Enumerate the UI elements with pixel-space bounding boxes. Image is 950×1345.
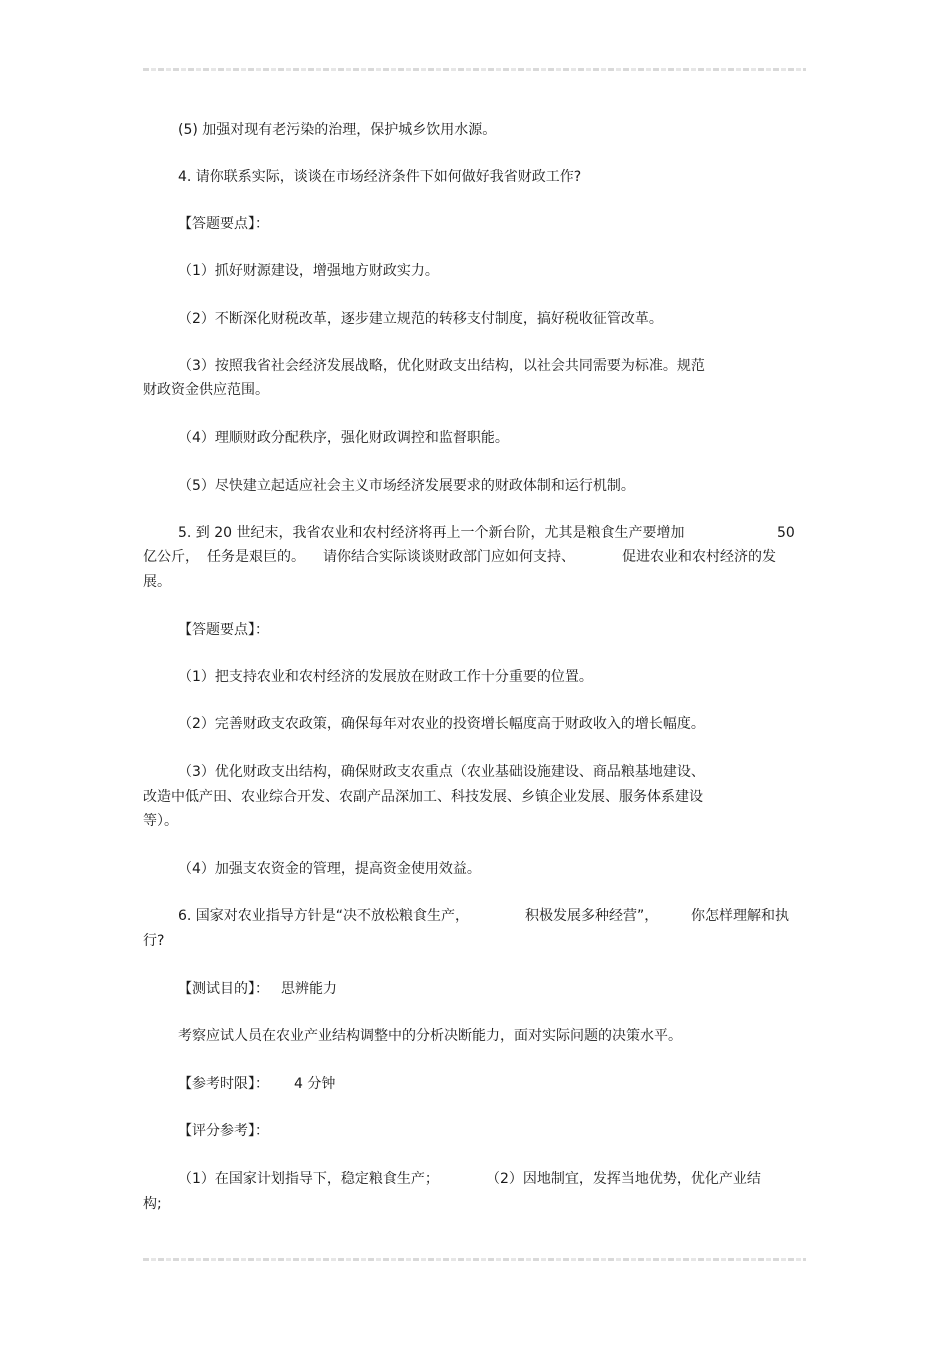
answer-item-continued: 改造中低产田、农业综合开发、农副产品深加工、科技发展、乡镇企业发展、服务体系建设 xyxy=(143,789,703,805)
footer-rule xyxy=(143,1258,806,1261)
question-5-fragment: 亿公斤， xyxy=(143,549,199,565)
scoring-heading: 【评分参考】： xyxy=(178,1123,269,1139)
answer-item: （1）抓好财源建设，增强地方财政实力。 xyxy=(178,263,439,279)
answer-item: （5）尽快建立起适应社会主义市场经济发展要求的财政体制和运行机制。 xyxy=(178,478,635,494)
answer-item: （4）加强支农资金的管理，提高资金使用效益。 xyxy=(178,861,481,877)
question-5-fragment: 请你结合实际谈谈财政部门应如何支持、 xyxy=(323,549,575,565)
question-6-end: 行? xyxy=(143,933,165,949)
answer-item: （4）理顺财政分配秩序，强化财政调控和监督职能。 xyxy=(178,430,509,446)
question-5: 5. 到 20 世纪末，我省农业和农村经济将再上一个新台阶，尤其是粮食生产要增加 xyxy=(178,525,685,541)
question-5-number: 50 xyxy=(777,525,795,541)
paragraph: (5) 加强对现有老污染的治理，保护城乡饮用水源。 xyxy=(178,122,497,138)
question-5-fragment: 任务是艰巨的。 xyxy=(207,549,305,565)
question-5-fragment: 促进农业和农村经济的发 xyxy=(622,549,776,565)
time-limit-label: 【参考时限】： xyxy=(178,1076,269,1092)
answer-heading: 【答题要点】： xyxy=(178,216,269,232)
question-5-end: 展。 xyxy=(143,574,171,590)
question-6-fragment: 你怎样理解和执 xyxy=(691,908,789,924)
answer-item-continued: 财政资金供应范围。 xyxy=(143,382,269,398)
answer-heading: 【答题要点】： xyxy=(178,622,269,638)
test-purpose-label: 【测试目的】： xyxy=(178,981,269,997)
answer-item: （1）把支持农业和农村经济的发展放在财政工作十分重要的位置。 xyxy=(178,669,593,685)
answer-item: （2）不断深化财税改革，逐步建立规范的转移支付制度，搞好税收征管改革。 xyxy=(178,311,663,327)
scoring-item-continued: 构; xyxy=(143,1196,162,1212)
answer-item: （3）按照我省社会经济发展战略，优化财政支出结构，以社会共同需要为标准。规范 xyxy=(178,358,705,374)
answer-item-continued: 等）。 xyxy=(143,813,178,829)
test-purpose-value: 思辨能力 xyxy=(281,981,337,997)
header-rule xyxy=(143,68,806,71)
paragraph: 考察应试人员在农业产业结构调整中的分析决断能力，面对实际问题的决策水平。 xyxy=(178,1028,682,1044)
question-6: 6. 国家对农业指导方针是“决不放松粮食生产， xyxy=(178,908,470,924)
answer-item: （2）完善财政支农政策，确保每年对农业的投资增长幅度高于财政收入的增长幅度。 xyxy=(178,716,705,732)
scoring-item: （1）在国家计划指导下，稳定粮食生产； xyxy=(178,1171,439,1187)
question-6-fragment: 积极发展多种经营”， xyxy=(525,908,659,924)
answer-item: （3）优化财政支出结构，确保财政支农重点（农业基础设施建设、商品粮基地建设、 xyxy=(178,764,705,780)
scoring-item: （2）因地制宜，发挥当地优势，优化产业结 xyxy=(486,1171,761,1187)
time-limit-value: 4 分钟 xyxy=(294,1076,336,1092)
question-4: 4. 请你联系实际，谈谈在市场经济条件下如何做好我省财政工作? xyxy=(178,169,582,185)
